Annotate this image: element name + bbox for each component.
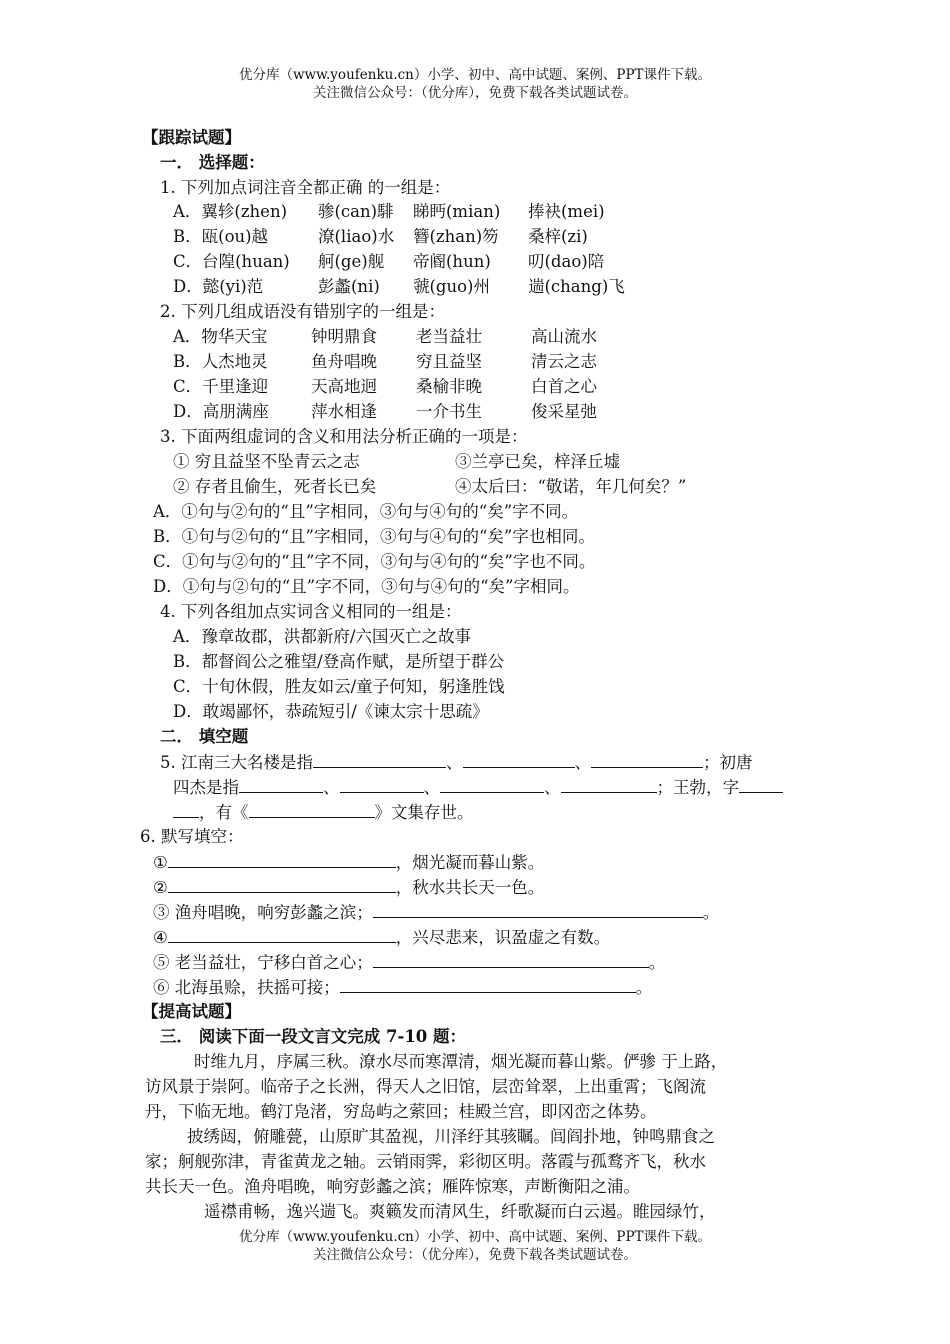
q1a-1: A．翼轸(zhen) (173, 202, 288, 221)
q5-sep-2: 、 (574, 753, 591, 772)
q1-option-c (173, 250, 604, 274)
header-line-1: 优分库（www.youfenku.cn）小学、初中、高中试题、案例、PPT课件下载。 (238, 67, 712, 83)
q6-item-2 (153, 875, 544, 900)
q2c-3: 桑榆非晚 (416, 377, 482, 396)
q3-sentence-4: ④太后曰：“敬诺，年几何矣？” (455, 477, 687, 496)
q5-line1-end: ；初唐 (703, 753, 753, 772)
q6-blank-1[interactable] (168, 850, 396, 868)
q1a-2: 骖(can)騑 (318, 202, 394, 221)
q1d-2: 彭蠡(ni) (318, 277, 380, 296)
q2d-1: D．高朋满座 (173, 402, 269, 421)
q5-blank-8[interactable] (739, 775, 783, 793)
q2-option-b (173, 350, 597, 374)
q5-blank-1[interactable] (313, 750, 446, 768)
q1-option-b (173, 225, 588, 249)
question-1-stem: 1. 下列加点词注音全都正确 的一组是： (160, 178, 451, 197)
q2-option-c (173, 375, 597, 399)
q5-sep-1: 、 (446, 753, 463, 772)
q5-line2-end: ；王勃，字 (656, 778, 739, 797)
q2c-4: 白首之心 (531, 377, 597, 396)
q3-option-b: B．①句与②句的“且”字相同，③句与④句的“矣”字也相同。 (153, 527, 595, 546)
q2a-4: 高山流水 (531, 327, 597, 346)
q6-5-pre: ⑤ 老当益壮，宁移白首之心； (153, 953, 373, 972)
q2-option-d (173, 400, 597, 424)
q6-5-post: 。 (648, 953, 666, 972)
q3-sentences-row-1 (173, 450, 620, 474)
q6-2-pre: ② (153, 878, 168, 897)
q4-option-a: A．豫章故郡，洪都新府/六国灭亡之故事 (173, 627, 471, 646)
footer-line-1: 优分库（www.youfenku.cn）小学、初中、高中试题、案例、PPT课件下载。 (238, 1229, 712, 1245)
q5-sep-5: 、 (544, 778, 561, 797)
question-3-stem: 3. 下面两组虚词的含义和用法分析正确的一项是： (160, 427, 528, 446)
q1d-4: 遄(chang)飞 (528, 277, 625, 296)
q1c-1: C．台隍(huan) (173, 252, 290, 271)
q3-sentence-1: ① 穷且益坚不坠青云之志 (173, 452, 360, 471)
header-line-2: 关注微信公众号：（优分库），免费下载各类试题试卷。 (313, 85, 637, 101)
q5-line2-prefix: 四杰是指 (173, 778, 239, 797)
passage-p1-line-2: 访风景于崇阿。临帝子之长洲，得天人之旧馆，层峦耸翠，上出重霄；飞阁流 (145, 1077, 706, 1096)
q2d-4: 俊采星弛 (531, 402, 597, 421)
q5-blank-4[interactable] (239, 775, 323, 793)
q6-3-pre: ③ 渔舟唱晚，响穷彭蠡之滨； (153, 903, 373, 922)
q1c-4: 叨(dao)陪 (528, 252, 605, 271)
q2b-2: 鱼舟唱晚 (311, 352, 377, 371)
passage-p1-line-3: 丹，下临无地。鹤汀凫渚，穷岛屿之萦回；桂殿兰宫，即冈峦之体势。 (145, 1102, 657, 1121)
q5-blank-3[interactable] (591, 750, 703, 768)
q2a-3: 老当益壮 (416, 327, 482, 346)
section-3-heading: 三． 阅读下面一段文言文完成 7-10 题： (160, 1027, 467, 1046)
question-5-line-1 (160, 750, 753, 775)
q5-blank-10[interactable] (249, 800, 375, 818)
q4-option-b: B．都督阎公之雅望/登高作赋，是所望于群公 (173, 652, 505, 671)
q6-item-3 (153, 900, 719, 925)
q2a-1: A．物华天宝 (173, 327, 268, 346)
section-2-heading: 二． 填空题 (160, 727, 249, 746)
q1-option-a (173, 200, 605, 224)
q2c-1: C．千里逢迎 (173, 377, 269, 396)
passage-p2-line-1: 披绣闼，俯雕甍，山原旷其盈视，川泽纡其骇瞩。闾阎扑地，钟鸣鼎食之 (187, 1127, 715, 1146)
q5-blank-6[interactable] (440, 775, 544, 793)
q5-blank-9[interactable] (173, 800, 199, 818)
q5-line3-mid: ，有《 (199, 803, 249, 822)
question-6-stem: 6. 默写填空： (140, 827, 244, 846)
q6-blank-2[interactable] (168, 875, 396, 893)
q1b-3: 簪(zhan)笏 (413, 227, 499, 246)
q2c-2: 天高地迥 (311, 377, 377, 396)
passage-p3-line-1: 遥襟甫畅，逸兴遄飞。爽籁发而清风生，纤歌凝而白云遏。睢园绿竹， (204, 1202, 716, 1221)
q6-6-post: 。 (635, 978, 653, 997)
q1d-3: 虢(guo)州 (413, 277, 490, 296)
q6-item-4 (153, 925, 610, 950)
q2d-3: 一介书生 (416, 402, 482, 421)
q2b-1: B．人杰地灵 (173, 352, 268, 371)
q1d-1: D．懿(yi)范 (173, 277, 264, 296)
q3-option-a: A．①句与②句的“且”字相同，③句与④句的“矣”字不同。 (153, 502, 579, 521)
q6-6-pre: ⑥ 北海虽赊，扶摇可接； (153, 978, 340, 997)
question-2-stem: 2. 下列几组成语没有错别字的一组是： (160, 302, 445, 321)
q1b-2: 潦(liao)水 (318, 227, 395, 246)
q6-2-post: ，秋水共长天一色。 (395, 878, 545, 897)
q4-option-d: D．敢竭鄙怀，恭疏短引/《谏太宗十思疏》 (173, 702, 489, 721)
q5-sep-4: 、 (423, 778, 440, 797)
advanced-title: 【提高试题】 (142, 1002, 241, 1021)
q6-blank-6[interactable] (340, 975, 636, 993)
passage-p2-line-2: 家；舸舰弥津，青雀黄龙之轴。云销雨霁，彩彻区明。落霞与孤鹜齐飞，秋水 (145, 1152, 706, 1171)
q3-sentence-2: ② 存者且偷生，死者长已矣 (173, 477, 377, 496)
q1b-1: B．瓯(ou)越 (173, 227, 269, 246)
q5-blank-7[interactable] (561, 775, 657, 793)
page-footer (0, 1228, 950, 1264)
q3-option-c: C．①句与②句的“且”字不同，③句与④句的“矣”字也不同。 (153, 552, 596, 571)
q6-4-post: ，兴尽悲来，识盈虚之有数。 (395, 928, 611, 947)
q6-4-pre: ④ (153, 928, 168, 947)
q6-item-1 (153, 850, 544, 875)
section-1-heading: 一． 选择题： (160, 153, 265, 172)
q2a-2: 钟明鼎食 (311, 327, 377, 346)
q2d-2: 萍水相逢 (311, 402, 377, 421)
q6-blank-5[interactable] (373, 950, 649, 968)
question-5-line-2 (173, 775, 783, 800)
q4-option-c: C．十旬休假，胜友如云/童子何知，躬逢胜饯 (173, 677, 505, 696)
q6-blank-3[interactable] (373, 900, 703, 918)
question-4-stem: 4. 下列各组加点实词含义相同的一组是： (160, 602, 462, 621)
q1c-2: 舸(ge)舰 (318, 252, 385, 271)
tracking-title: 【跟踪试题】 (142, 128, 241, 147)
q5-prefix: 5. 江南三大名楼是指 (160, 753, 313, 772)
q3-sentence-3: ③兰亭已矣，梓泽丘墟 (455, 452, 620, 471)
q3-option-d: D．①句与②句的“且”字不同，③句与④句的“矣”字相同。 (153, 577, 580, 596)
q6-1-post: ，烟光凝而暮山紫。 (395, 853, 545, 872)
q5-blank-5[interactable] (340, 775, 424, 793)
q1-option-d (173, 275, 625, 299)
q1c-3: 帝阍(hun) (413, 252, 491, 271)
q2-option-a (173, 325, 597, 349)
q6-3-post: 。 (702, 903, 720, 922)
q6-item-5 (153, 950, 665, 975)
q1b-4: 桑梓(zi) (528, 227, 588, 246)
page-header (0, 66, 950, 102)
footer-line-2: 关注微信公众号：（优分库），免费下载各类试题试卷。 (313, 1247, 637, 1263)
q6-1-pre: ① (153, 853, 168, 872)
passage-p1-line-1: 时维九月，序属三秋。潦水尽而寒潭清，烟光凝而暮山紫。俨骖 于上路， (194, 1052, 728, 1071)
q2b-4: 清云之志 (531, 352, 597, 371)
q1a-3: 睇眄(mian) (413, 202, 501, 221)
q3-sentences-row-2 (173, 475, 686, 499)
q5-line3-end: 》文集存世。 (374, 803, 474, 822)
q2b-3: 穷且益坚 (416, 352, 482, 371)
q6-blank-4[interactable] (168, 925, 396, 943)
q5-blank-2[interactable] (463, 750, 575, 768)
question-5-line-3 (173, 800, 474, 825)
q5-sep-3: 、 (323, 778, 340, 797)
q1a-4: 捧袂(mei) (528, 202, 605, 221)
q6-item-6 (153, 975, 652, 1000)
passage-p2-line-3: 共长天一色。渔舟唱晚，响穷彭蠡之滨；雁阵惊寒，声断衡阳之浦。 (145, 1177, 640, 1196)
